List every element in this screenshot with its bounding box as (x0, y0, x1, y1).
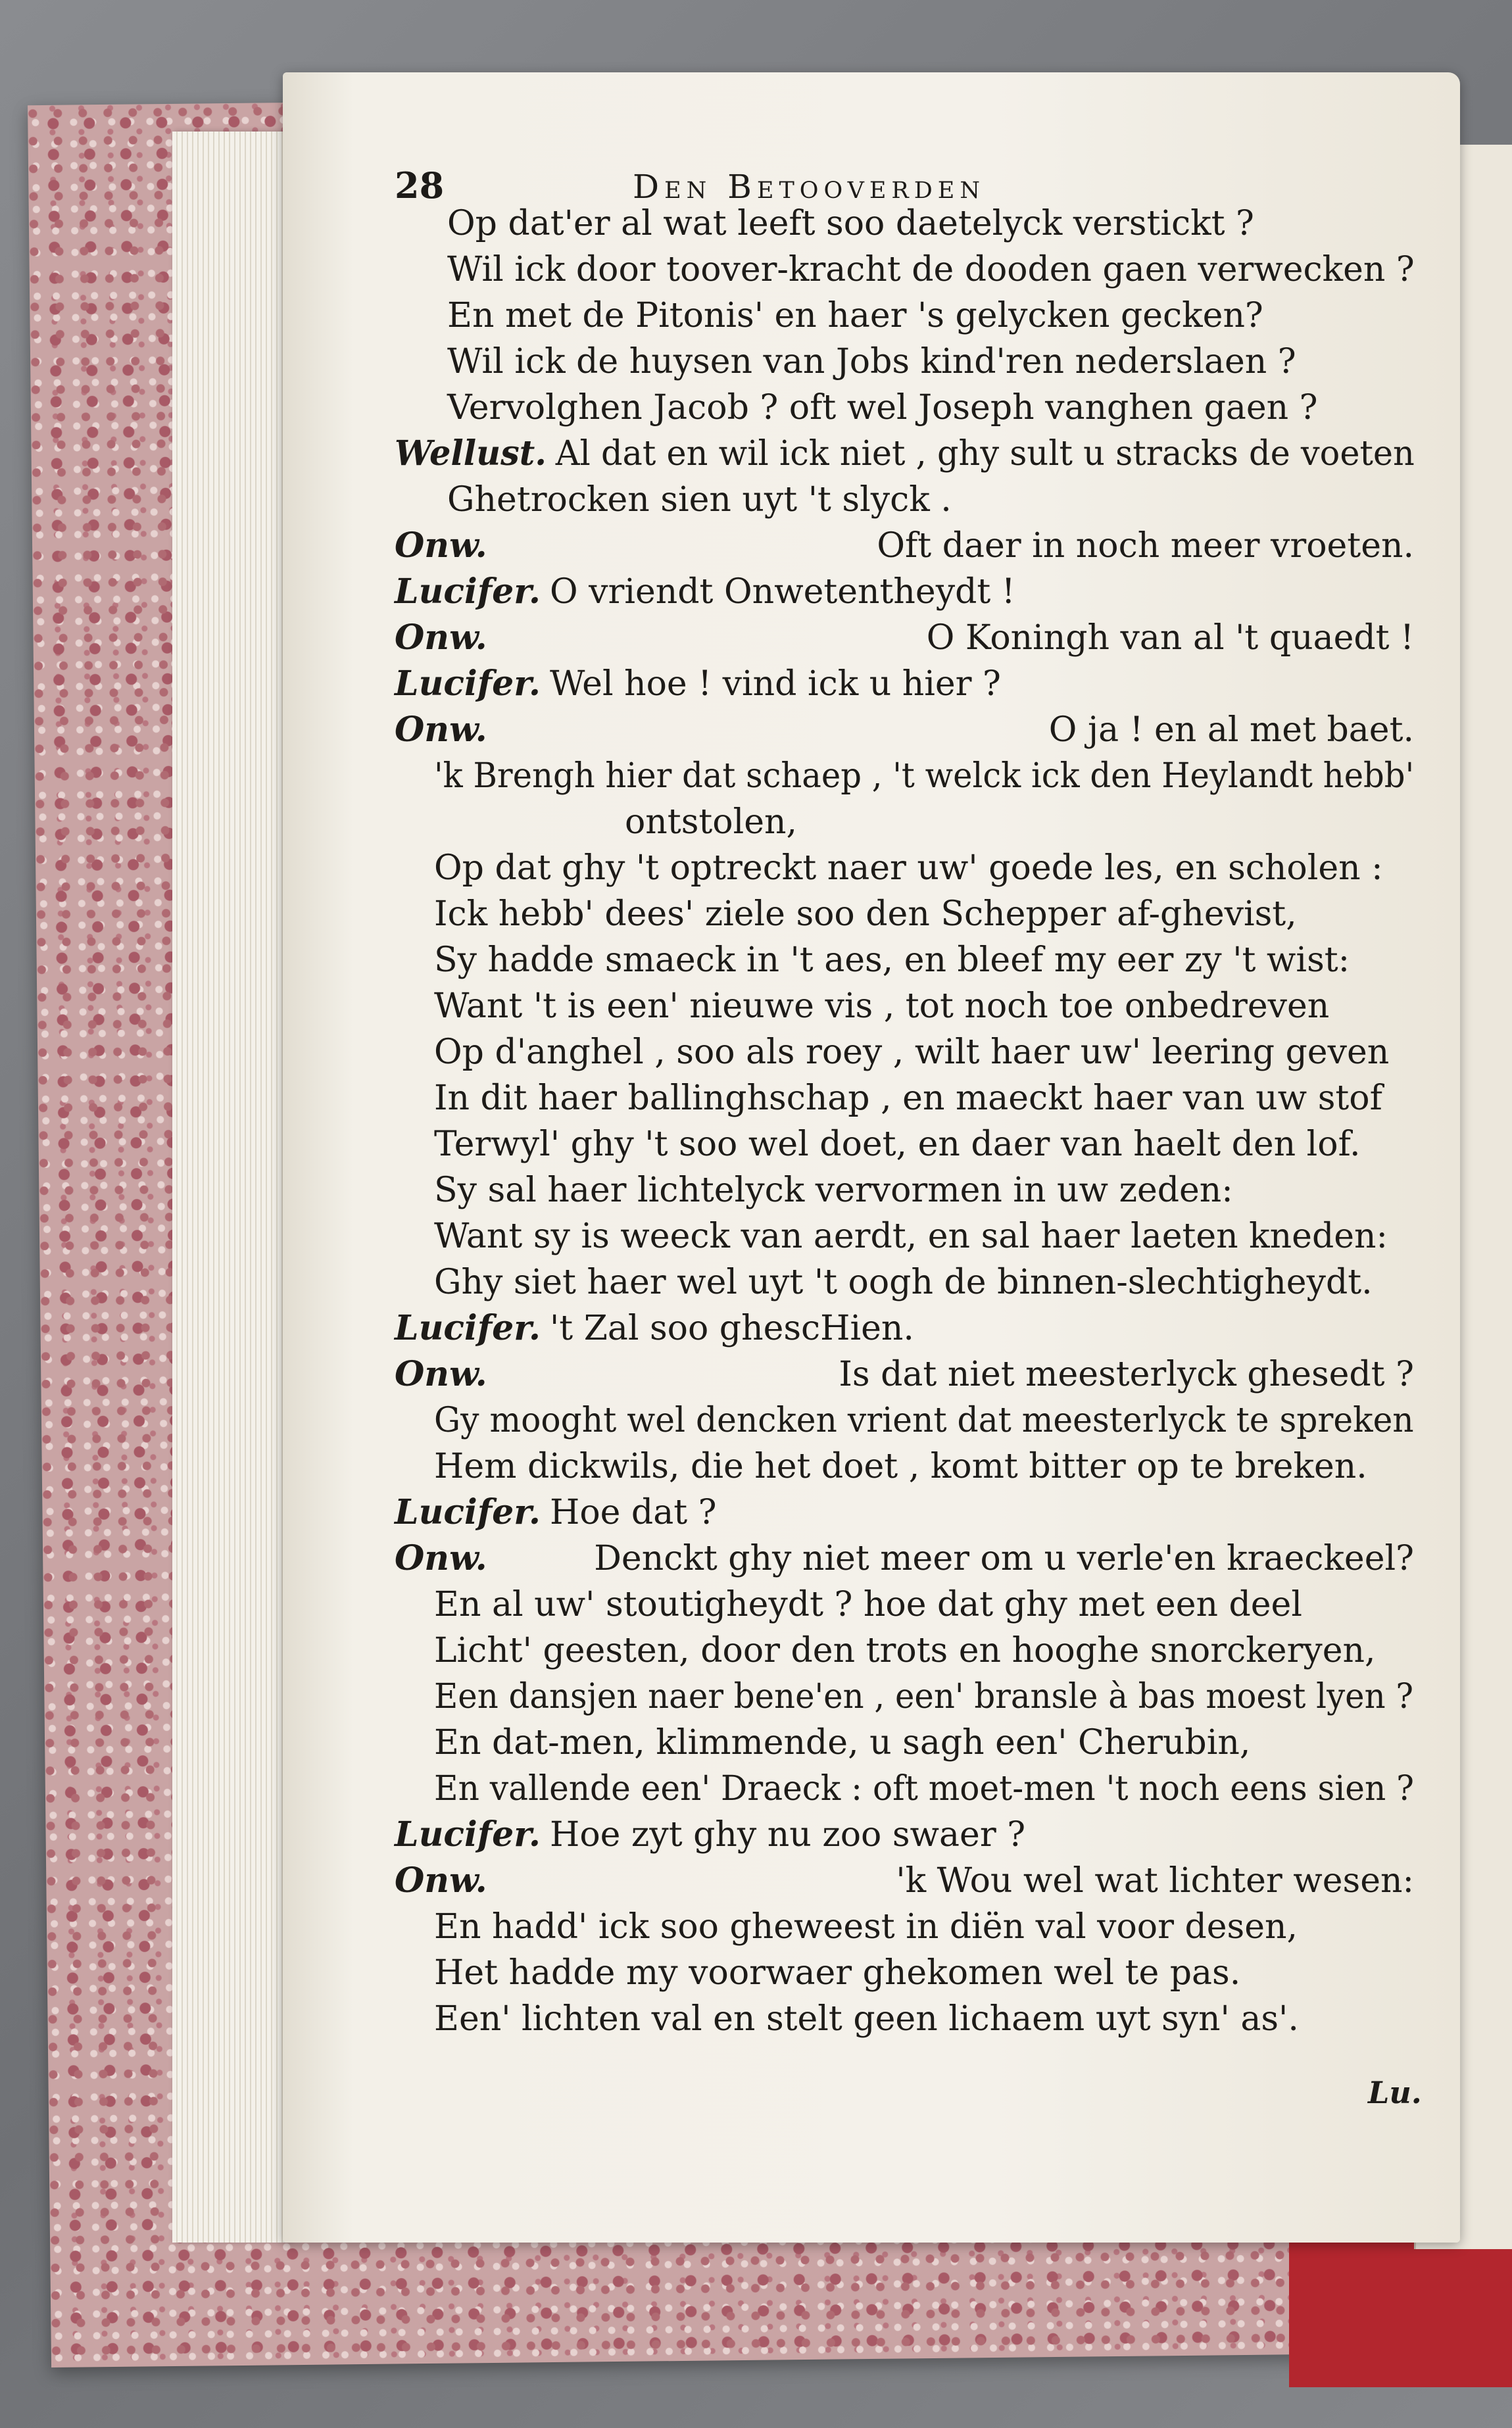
verse-line (395, 1860, 1414, 1902)
verse-line (434, 1584, 1302, 1626)
verse-line (434, 1722, 1250, 1764)
verse-text: Op dat'er al wat leeft soo daetelyck verstickt ? (447, 204, 1254, 243)
verse-text: Terwyl' ghy 't soo wel doet, en daer van haelt den lof. (434, 1125, 1361, 1164)
verse-text: Denckt ghy niet meer om u verle'en kraeckeel? (594, 1539, 1414, 1578)
verse-text: Ick hebb' dees' ziele soo den Schepper af-ghevist, (434, 894, 1297, 934)
verse-text: Wil ick door toover-kracht de dooden gaen verwecken ? (447, 250, 1415, 289)
verse-line (447, 295, 1263, 337)
verse-text: In dit haer ballinghschap , en maeckt haer van uw stof (434, 1079, 1382, 1118)
speaker-label: Onw. (395, 525, 487, 566)
speaker-label: Lucifer. (395, 664, 541, 704)
verse-line (395, 1492, 717, 1534)
verse-line (434, 1399, 1414, 1442)
verse-line (447, 387, 1318, 429)
speaker-label: Lucifer. (395, 1308, 541, 1348)
verse-line (434, 1261, 1373, 1303)
verse-text: Hem dickwils, die het doet , komt bitter op te breken. (434, 1447, 1367, 1486)
verse-line (447, 341, 1296, 383)
verse-line (395, 617, 1414, 659)
catchword: Lu. (1368, 2075, 1422, 2110)
running-head: Den Betooverden (633, 168, 985, 206)
verse-text: Sy sal haer lichtelyck vervormen in uw zeden: (434, 1171, 1233, 1210)
speaker-label: Onw. (395, 1860, 487, 1901)
verse-line (625, 801, 797, 843)
verse-text: Wil ick de huysen van Jobs kind'ren nederslaen ? (447, 342, 1296, 381)
verse-text: Is dat niet meesterlyck ghesedt ? (839, 1355, 1414, 1394)
speaker-label: Lucifer. (395, 1814, 541, 1855)
verse-text: En al uw' stoutigheydt ? hoe dat ghy met een deel (434, 1585, 1302, 1624)
verse-line (434, 1169, 1233, 1211)
speaker-label: Wellust. (395, 433, 547, 473)
verse-line (434, 755, 1414, 797)
verse-line (434, 1445, 1367, 1488)
verse-text: Op dat ghy 't optreckt naer uw' goede les, en scholen : (434, 848, 1383, 888)
verse-text: ontstolen, (625, 802, 798, 842)
verse-line (434, 1077, 1382, 1119)
page-stack-edge (172, 132, 291, 2243)
verse-text: Hoe dat ? (549, 1493, 717, 1532)
verse-text: Ghetrocken sien uyt 't slyck . (447, 480, 952, 520)
speaker-label: Onw. (395, 1538, 487, 1578)
verse-text: Al dat en wil ick niet , ghy sult u stracks de voeten (555, 434, 1415, 473)
verse-text: En dat-men, klimmende, u sagh een' Cherubin, (434, 1723, 1251, 1762)
verse-line (395, 1307, 914, 1349)
verse-text: Het hadde my voorwaer ghekomen wel te pas. (434, 1953, 1241, 1993)
page-number: 28 (395, 164, 445, 206)
verse-line (395, 1538, 1414, 1580)
verse-text: Gy mooght wel dencken vrient dat meesterlyck te spreken (434, 1401, 1414, 1440)
verse-text: 'k Wou wel wat lichter wesen: (896, 1861, 1414, 1901)
verse-line (395, 663, 1001, 705)
verse-line (447, 203, 1254, 245)
verse-text: Een' lichten val en stelt geen lichaem uyt syn' as'. (434, 1999, 1299, 2039)
verse-line (434, 1676, 1413, 1718)
verse-text: Vervolghen Jacob ? oft wel Joseph vanghen gaen ? (447, 388, 1318, 427)
verse-line (434, 985, 1329, 1027)
verse-text: Hoe zyt ghy nu zoo swaer ? (549, 1815, 1026, 1855)
verse-line (434, 893, 1297, 935)
verse-text: Want sy is weeck van aerdt, en sal haer laeten kneden: (434, 1217, 1388, 1256)
verse-text: En hadd' ick soo gheweest in diën val voor desen, (434, 1907, 1298, 1947)
speaker-label: Onw. (395, 618, 487, 658)
verse-line (434, 1768, 1414, 1810)
verse-text: Een dansjen naer bene'en , een' bransle à bas moest lyen ? (434, 1677, 1414, 1716)
verse-line (434, 1215, 1388, 1257)
verse-line (434, 939, 1350, 981)
verse-line (434, 1630, 1376, 1672)
verse-text: Sy hadde smaeck in 't aes, en bleef my eer zy 't wist: (434, 940, 1350, 980)
verse-text: Op d'anghel , soo als roey , wilt haer uw' leering geven (434, 1032, 1390, 1072)
speaker-label: Lucifer. (395, 571, 541, 612)
verse-text: Ghy siet haer wel uyt 't oogh de binnen-slechtigheydt. (434, 1263, 1373, 1302)
verse-line (395, 525, 1414, 567)
verse-text: En vallende een' Draeck : oft moet-men 't noch eens sien ? (434, 1769, 1415, 1809)
verse-text: Want 't is een' nieuwe vis , tot noch toe onbedreven (434, 986, 1330, 1026)
speaker-label: Lucifer. (395, 1492, 541, 1532)
verse-line (434, 1998, 1299, 2040)
verse-text: Licht' geesten, door den trots en hooghe snorckeryen, (434, 1631, 1376, 1670)
verse-text: Wel hoe ! vind ick u hier ? (549, 664, 1001, 704)
verse-line (447, 479, 952, 521)
verse-line (395, 433, 1415, 475)
verse-text: 't Zal soo ghescHien. (549, 1309, 914, 1348)
verse-line (434, 1031, 1389, 1073)
speaker-label: Onw. (395, 710, 487, 750)
verse-line (395, 1814, 1025, 1856)
verse-line (434, 847, 1383, 889)
verse-text: O vriendt Onwetentheydt ! (549, 572, 1015, 612)
verse-line (395, 1353, 1414, 1396)
verse-text: O Koningh van al 't quaedt ! (926, 618, 1414, 658)
verse-text: Oft daer in noch meer vroeten. (877, 526, 1414, 566)
verse-line (434, 1906, 1298, 1948)
verse-text: En met de Pitonis' en haer 's gelycken gecken? (447, 296, 1263, 335)
verse-text: O ja ! en al met baet. (1048, 710, 1414, 750)
verse-line (434, 1123, 1361, 1165)
verse-line (434, 1952, 1240, 1994)
verse-text: 'k Brengh hier dat schaep , 't welck ick den Heylandt hebb' (434, 756, 1415, 796)
verse-line (447, 249, 1415, 291)
verse-line (395, 571, 1015, 613)
speaker-label: Onw. (395, 1354, 487, 1394)
verse-line (395, 709, 1414, 751)
